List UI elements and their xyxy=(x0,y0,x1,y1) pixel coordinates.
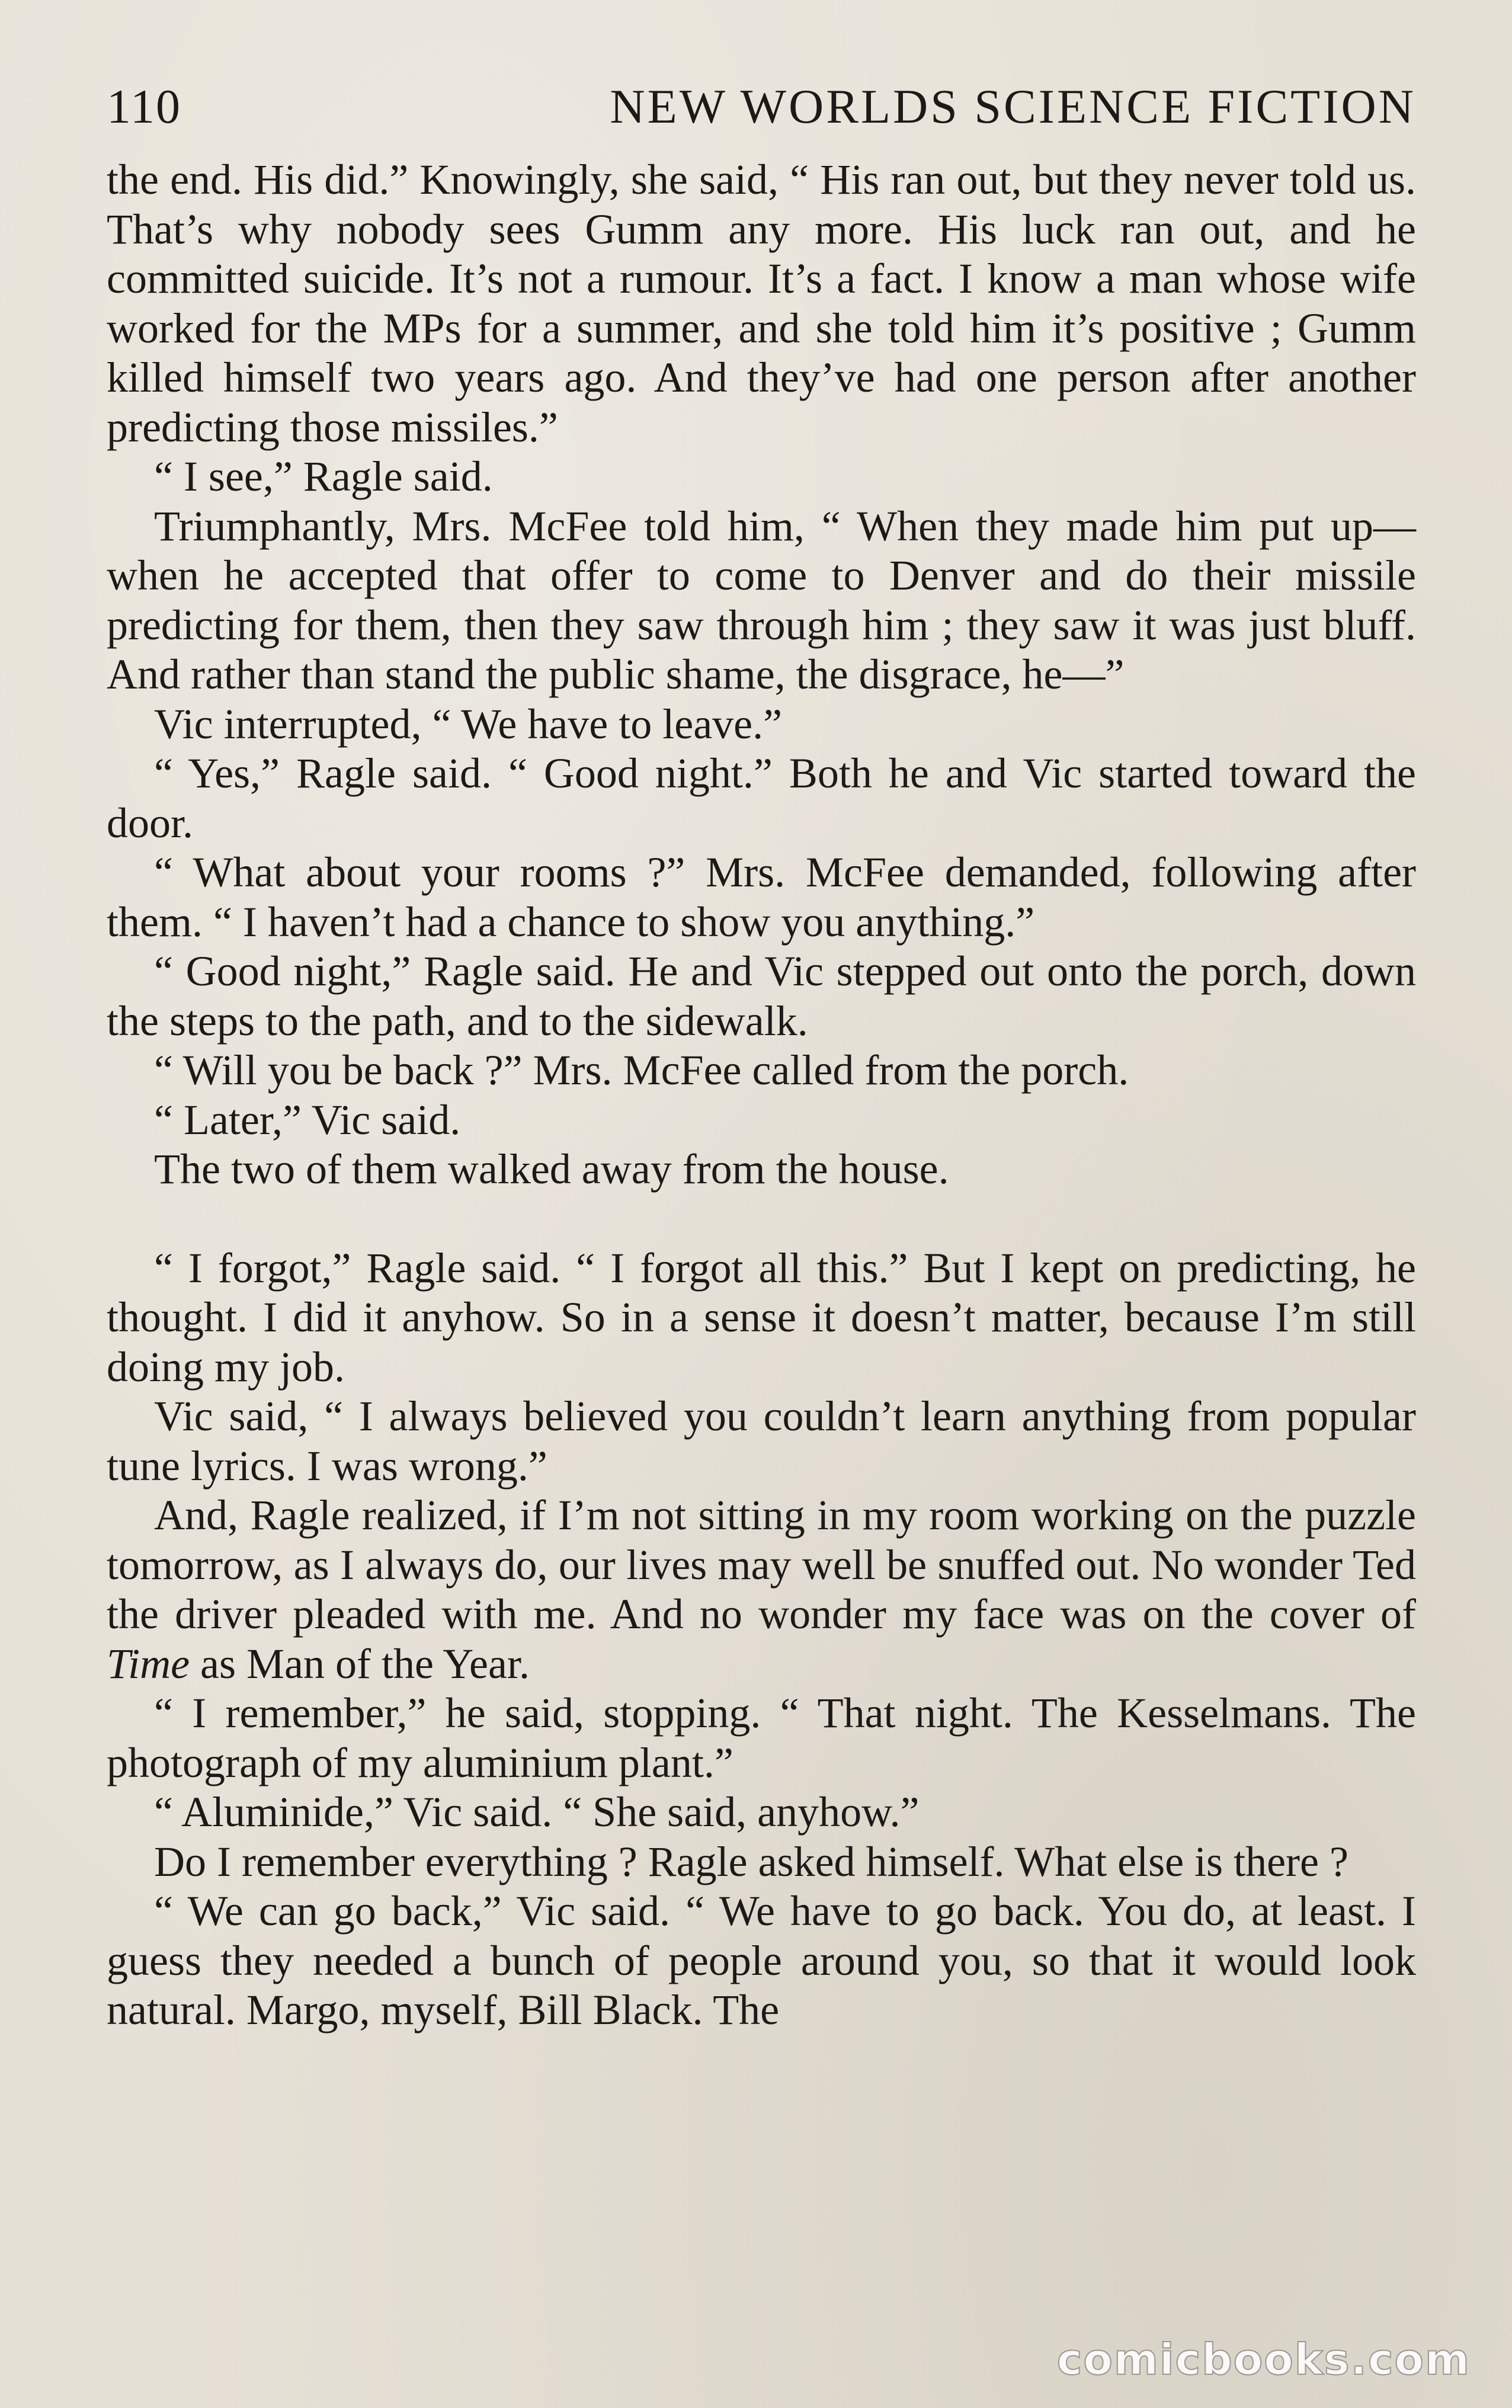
paragraph-4: Vic interrupted, “ We have to leave.” xyxy=(154,700,783,748)
paragraph-9: “ Later,” Vic said. xyxy=(154,1096,461,1144)
paragraph-13-after: as Man of the Year. xyxy=(190,1640,530,1687)
paragraph-3: Triumphantly, Mrs. McFee told him, “ When they made him put up—when he accepted that offer to come to Denver and do their missile predicting for them, then they saw through him ; they saw it was just bluff. And rather than stand the public shame, the disgrace, he—” xyxy=(107,502,1416,698)
paragraph-5: “ Yes,” Ragle said. “ Good night.” Both he and Vic started toward the door. xyxy=(107,750,1416,847)
paragraph-11: “ I forgot,” Ragle said. “ I forgot all this.” But I kept on predicting, he thought. I did it anyhow. So in a sense it doesn’t matter, because I’m still doing my job. xyxy=(107,1244,1416,1391)
paragraph-14: “ I remember,” he said, stopping. “ That night. The Kesselmans. The photograph of my aluminium plant.” xyxy=(107,1689,1416,1786)
paragraph-2: “ I see,” Ragle said. xyxy=(154,453,493,500)
watermark: comicbooks.com xyxy=(1056,2335,1471,2384)
paragraph-17: “ We can go back,” Vic said. “ We have to go back. You do, at least. I guess they needed a bunch of people around you, so that it would look natural. Margo, myself, Bill Black. The xyxy=(107,1887,1416,2034)
paragraph-6: “ What about your rooms ?” Mrs. McFee demanded, following after them. “ I haven’t had a chance to show you anything.” xyxy=(107,848,1416,946)
paragraph-7: “ Good night,” Ragle said. He and Vic stepped out onto the porch, down the steps to the path, and to the sidewalk. xyxy=(107,947,1416,1045)
body-text xyxy=(107,155,1416,2035)
magazine-title: Time xyxy=(107,1640,190,1687)
paragraph-13 xyxy=(107,1491,1416,1689)
paragraph-16: Do I remember everything ? Ragle asked himself. What else is there ? xyxy=(154,1837,1348,1885)
book-page xyxy=(107,71,1416,2323)
paragraph-8: “ Will you be back ?” Mrs. McFee called from the porch. xyxy=(154,1046,1129,1094)
page-number: 110 xyxy=(107,79,181,133)
running-header xyxy=(107,71,1416,142)
paragraph-1: the end. His did.” Knowingly, she said, “ His ran out, but they never told us. That’s why nobody sees Gumm any more. His luck ran out, and he committed suicide. It’s not a rumour. It’s a fact. I know a man whose wife worked for the MPs for a summer, and she told him it’s positive ; Gumm killed himself two years ago. And they’ve had one person after another predicting those missiles.” xyxy=(107,156,1416,451)
running-title: NEW WORLDS SCIENCE FICTION xyxy=(610,79,1416,133)
paragraph-15: “ Aluminide,” Vic said. “ She said, anyhow.” xyxy=(154,1788,920,1836)
paragraph-13-before: And, Ragle realized, if I’m not sitting in my room working on the puzzle tomorrow, as I always do, our lives may well be snuffed out. No wonder Ted the driver pleaded with me. And no wonder my face was on the cover of xyxy=(107,1491,1416,1638)
paragraph-12: Vic said, “ I always believed you couldn’t learn anything from popular tune lyrics. I was wrong.” xyxy=(107,1392,1416,1490)
paragraph-10: The two of them walked away from the house. xyxy=(154,1145,949,1193)
